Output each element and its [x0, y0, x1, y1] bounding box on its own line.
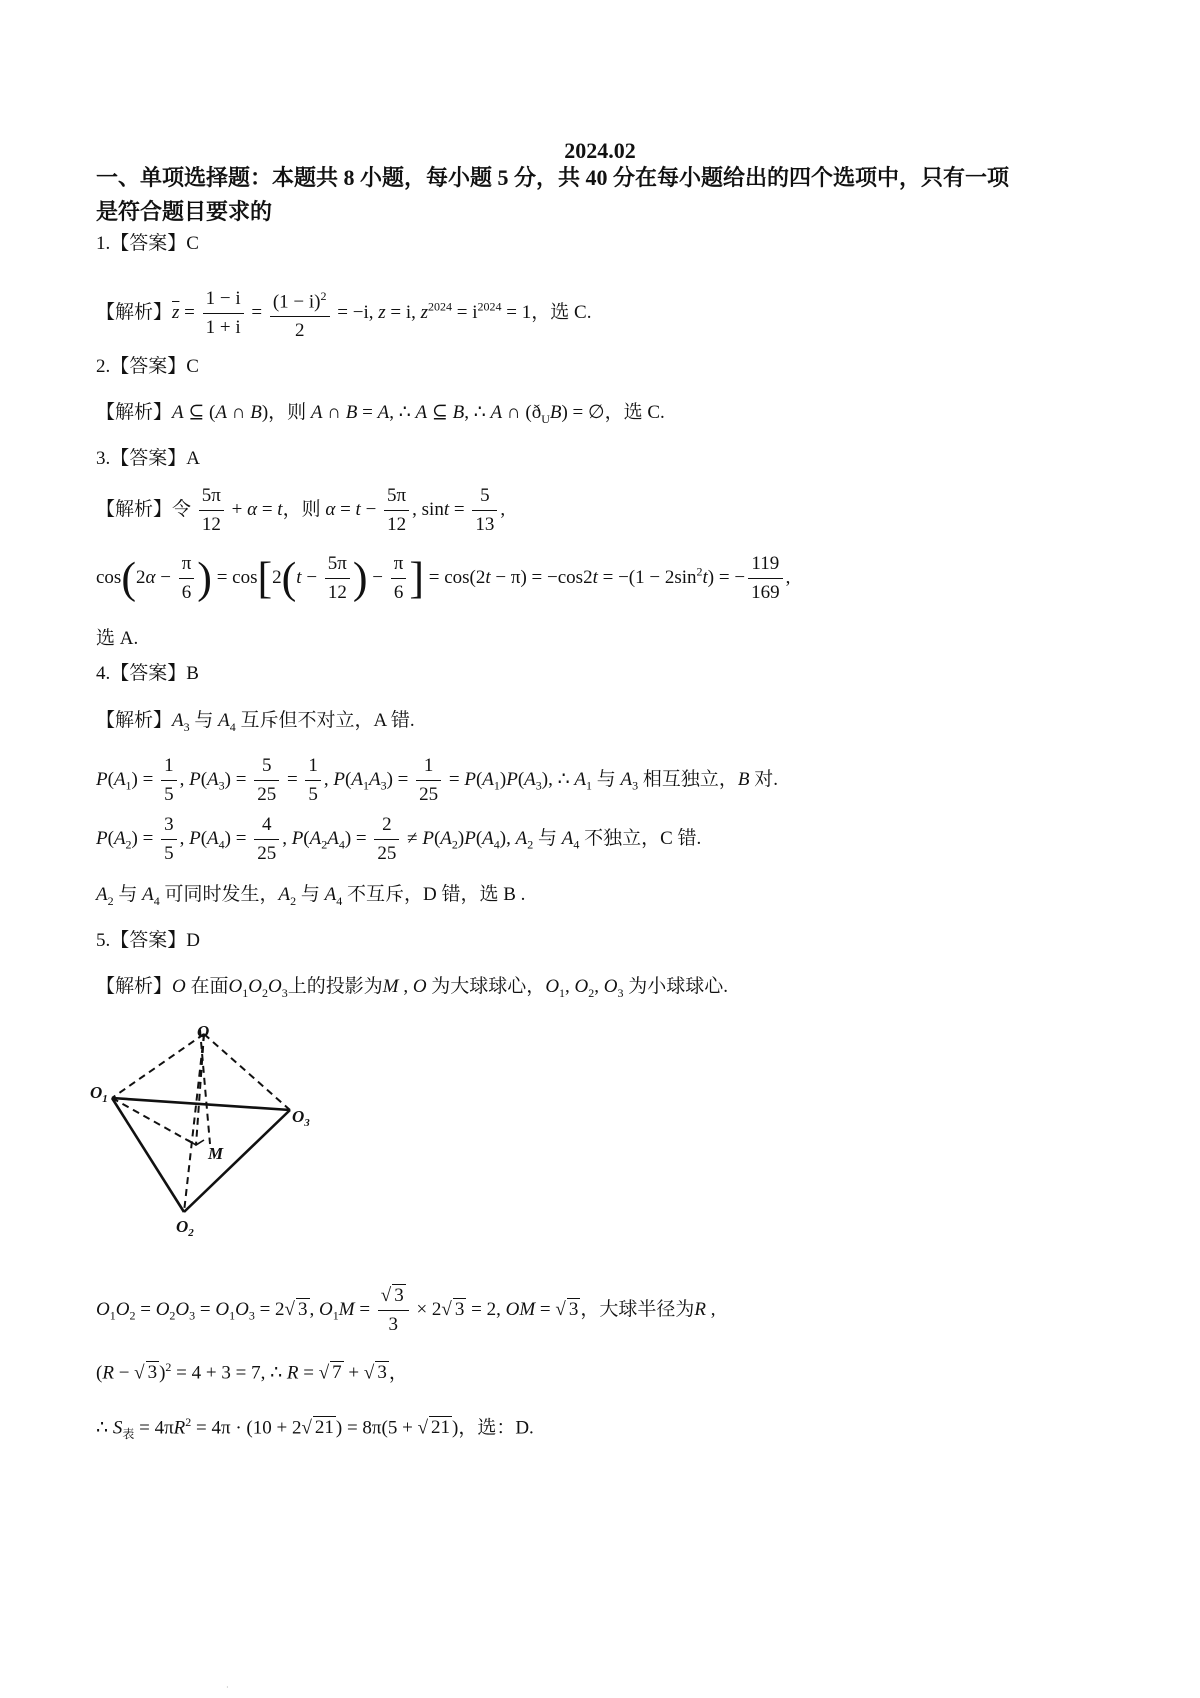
q5-solution-2: $O_1O_2 = O_2O_3 = O_1O_3 = 2√$ 3 , $O_1M$ = $\frac{√ 3}{3}$ × 2√ 3 = 2, OM = √ 3 ，大球半径为R ,: [96, 1282, 715, 1339]
segment-o1-m: [112, 1098, 196, 1145]
section-heading: 一、单项选择题：本题共 8 小题，每小题 5 分，共 40 分在每小题给出的四个选项中，只有一项: [96, 165, 1010, 190]
q4-solution-2: $P(A_1)$ = $\frac{1}{5}$ , $P(A_3)$ = $\frac{5}{25}$ = $\frac{1}{5}$ , $P(A_1A_3)$ = $\frac{1}{25}$ = $P(A_1)P(A_3)$, ∴ $A_1$ 与 $A_3$ 相互独立，B 对.: [96, 752, 778, 809]
q5-solution-3: (R − √ 3 )$^2$ = 4 + 3 = 7, ∴ R = √ 7 + √ 3 ，: [96, 1360, 408, 1384]
aux-dash: [200, 1030, 210, 1144]
q2-solution: 【解析】A ⊆ (A ∩ B)，则 A ∩ B = A, ∴ A ⊆ B, ∴ A ∩ $(ð_UB)$ = ∅，选 C.: [96, 402, 665, 426]
q5-answer: 5.【答案】D: [96, 930, 200, 951]
label-o1: $O_1$: [90, 1083, 108, 1105]
edge-o1-o2: [112, 1098, 184, 1212]
label-o3: $O_3$: [292, 1107, 310, 1129]
q1-answer: 1.【答案】C: [96, 233, 199, 254]
edge-o-o3: [204, 1034, 290, 1110]
q2-answer: 2.【答案】C: [96, 356, 199, 377]
edge-o-o1: [112, 1034, 204, 1098]
q5-solution-4: ∴ $S_表 = 4\pi R^2 = 4\pi \cdot (10 + 2√$ 21 ) = 8π(5 + √ 21 )，选：D.: [96, 1415, 534, 1442]
q4-solution-1: 【解析】$A_3$ 与 $A_4$ 互斥但不对立，A 错.: [96, 710, 415, 734]
q3-choose: 选 A.: [96, 628, 139, 649]
edge-o-o2: [184, 1034, 204, 1212]
label-m: M: [208, 1144, 224, 1163]
footer-mark: ·: [226, 1683, 229, 1692]
q5-solution-1: 【解析】O 在面$O_1O_2O_3$上的投影为M , O 为大球球心，$O_1$, $O_2$, $O_3$ 为小球球心.: [96, 976, 729, 1000]
q3-solution-1: 【解析】令 $\frac{5\pi}{12}$ + α = t，则 α = t − $\frac{5\pi}{12}$ , sint = $\frac{5}{13}$ ,: [96, 482, 505, 539]
page-title: 2024.02: [564, 138, 636, 163]
section-heading-cont: 是符合题目要求的: [96, 199, 273, 224]
q1-solution: 【解析】$\overline{z}$ = $\frac{1 - i}{1 + i}$ = $\frac{(1 - i)^2}{2}$ = −i, z = i, $z^{2024} = i^{2024} = 1$，选 C.: [96, 282, 591, 345]
segment-o-m: [196, 1034, 204, 1145]
label-o: O: [197, 1022, 210, 1041]
edge-o1-o3: [112, 1098, 290, 1110]
q4-answer: 4.【答案】B: [96, 663, 199, 684]
edge-o2-o3: [184, 1110, 290, 1212]
q3-solution-2: cos(2α − $\frac{\pi}{6}$ ) = cos[2(t − $\frac{5\pi}{12}$ ) − $\frac{\pi}{6}$ ] = $\cos(2t - \pi) = -\cos 2t = -(1 - 2\sin^2t)$ = − $\frac{119}{169}$ ,: [96, 550, 790, 607]
q4-solution-3: $P(A_2)$ = $\frac{3}{5}$ , $P(A_4)$ = $\frac{4}{25}$ , $P(A_2A_4)$ = $\frac{2}{25}$ ≠ $P(A_2)P(A_4)$, $A_2$ 与 $A_4$ 不独立，C 错.: [96, 811, 701, 868]
q4-solution-4: $A_2$ 与 $A_4$ 可同时发生，$A_2$ 与 $A_4$ 不互斥，D 错，选 B .: [96, 884, 526, 908]
tetrahedron-figure: [88, 1022, 328, 1242]
label-o2: $O_2$: [176, 1217, 194, 1239]
q3-answer: 3.【答案】A: [96, 448, 200, 469]
